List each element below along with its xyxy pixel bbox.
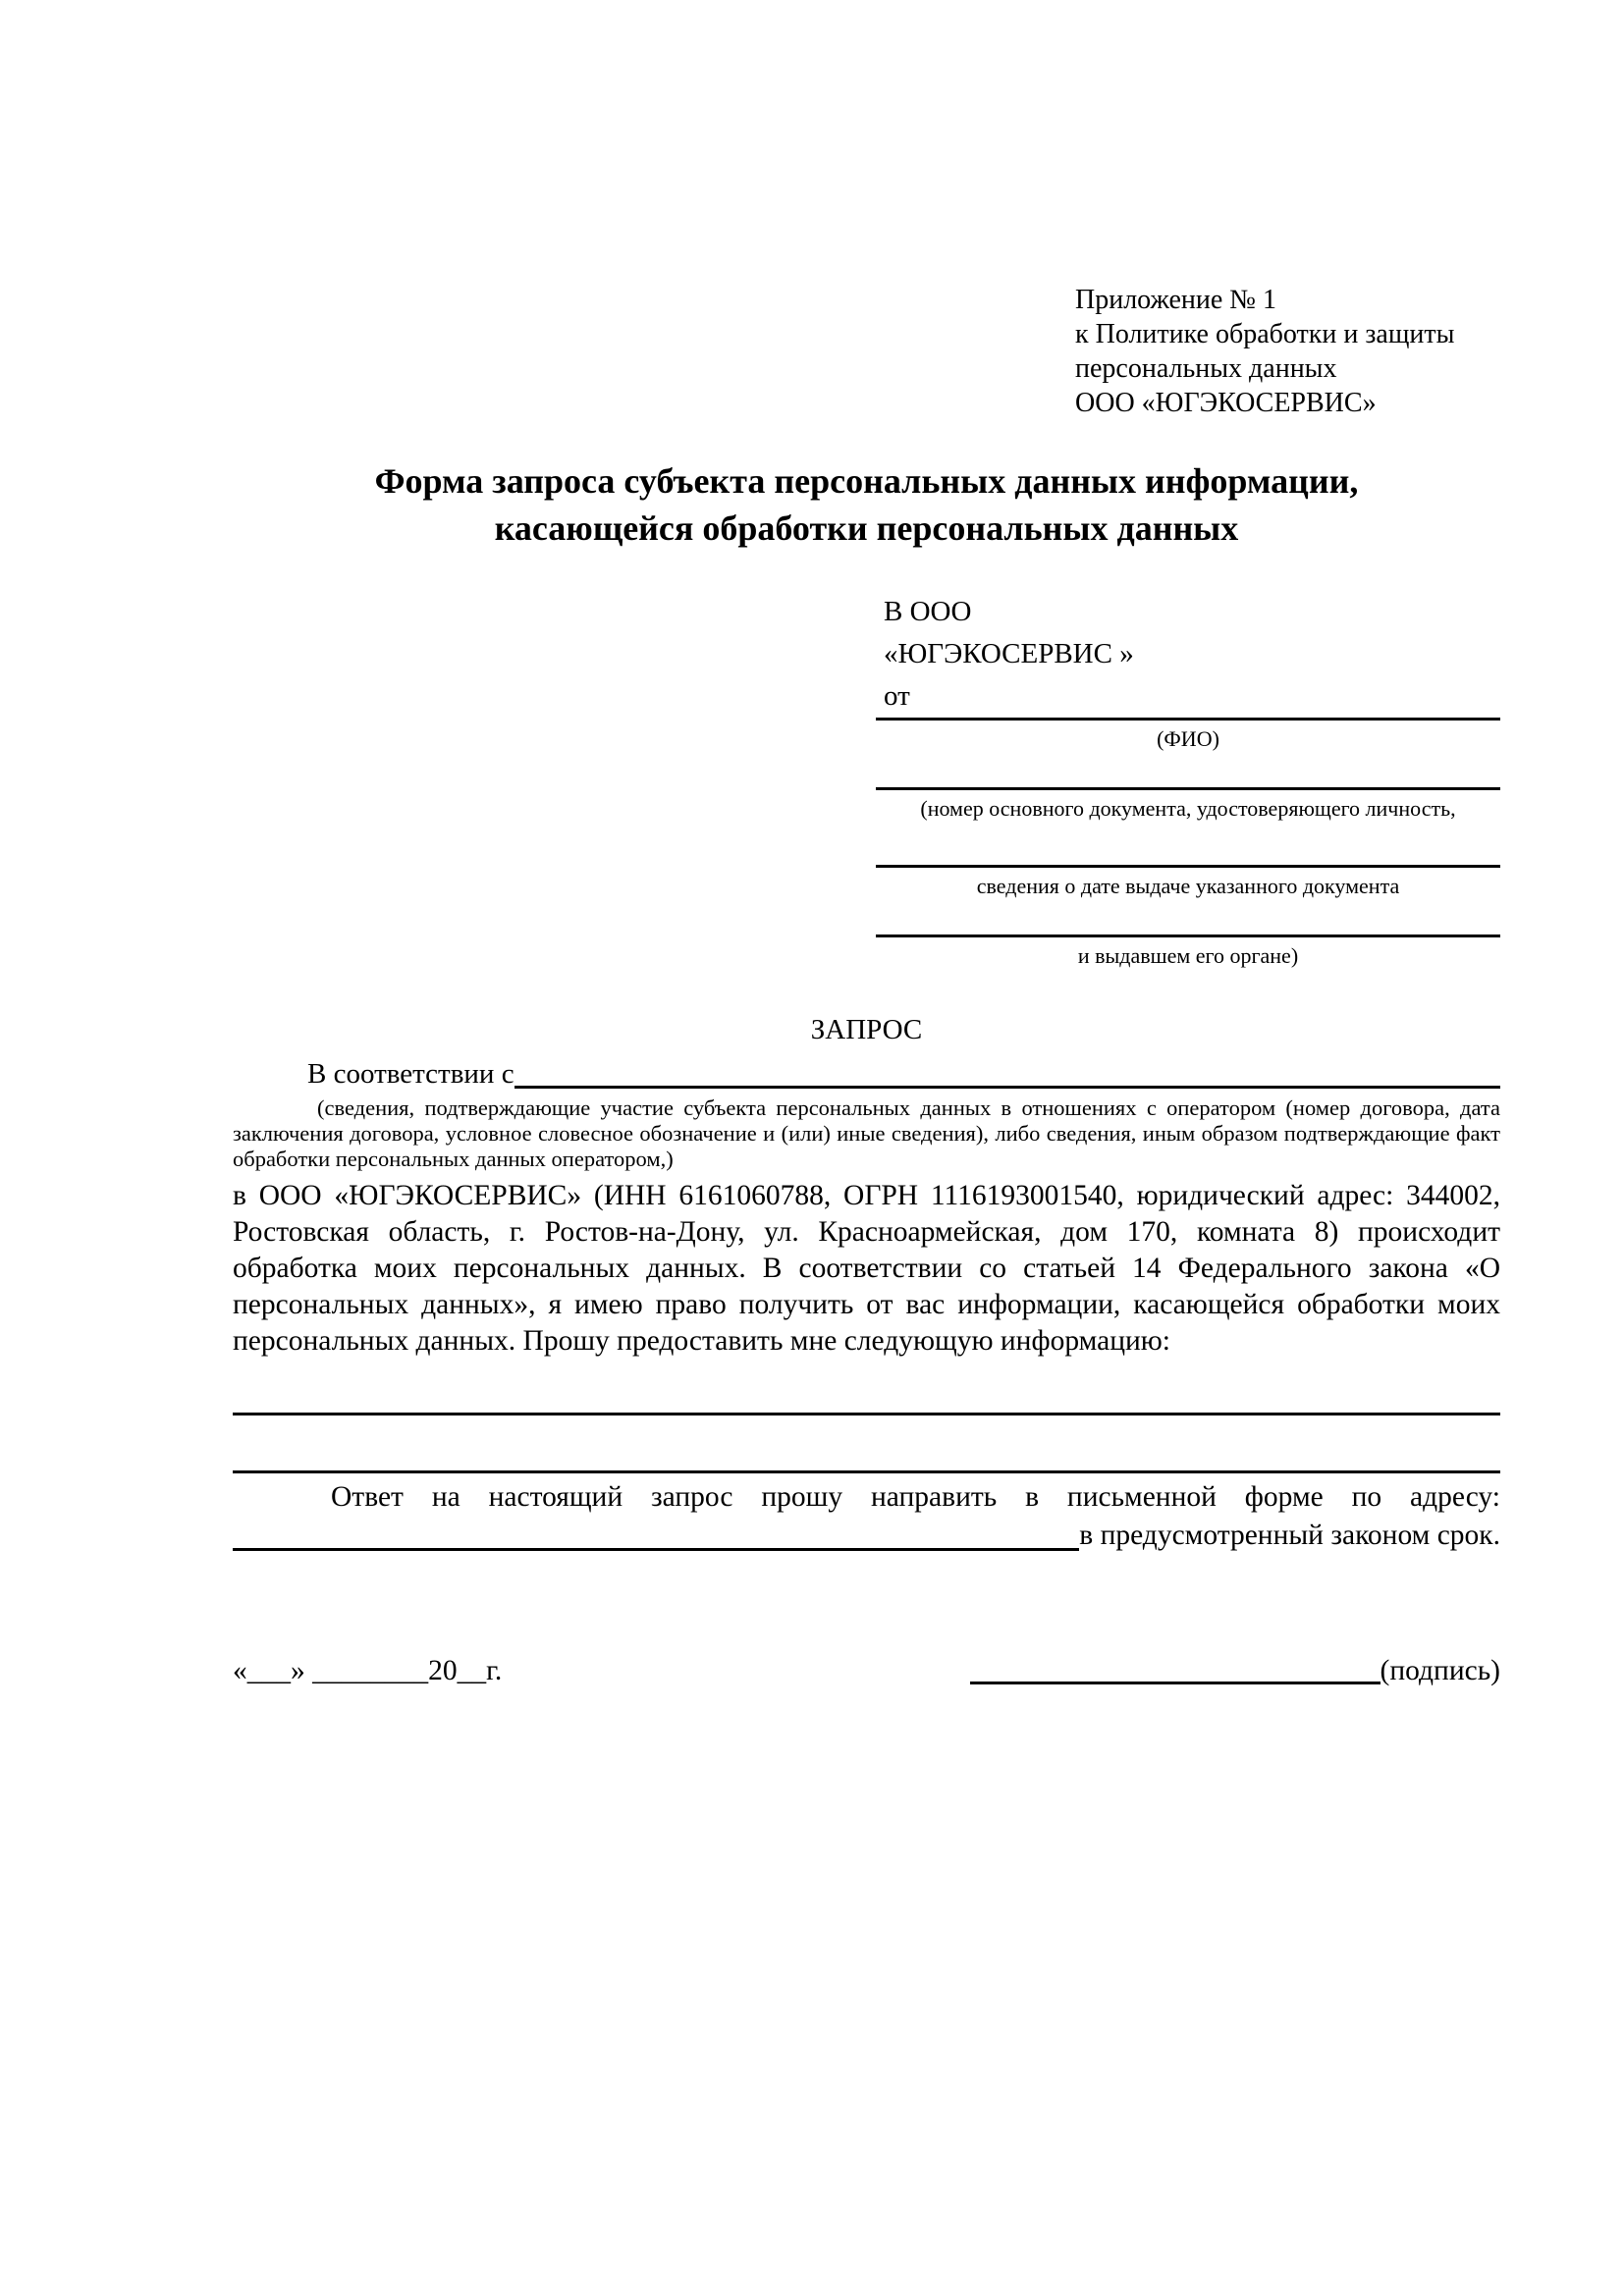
doc-number-field (876, 787, 1500, 822)
basis-input-line[interactable] (514, 1086, 1500, 1089)
fio-input-line[interactable] (876, 718, 1500, 721)
basis-footnote: (сведения, подтверждающие участие субъекта персональных данных в отношениях с оператором (номер договора, дата заключения договора, условное словесное обозначение и (или) иные сведения), либо сведения, иным образом подтверждающие факт обработки персональных данных оператором,) (233, 1095, 1500, 1171)
reply-address-row (233, 1516, 1500, 1555)
form-title-line-1: Форма запроса субъекта персональных данных информации, (374, 461, 1359, 501)
signature-field (970, 1653, 1500, 1689)
date-field[interactable]: «___» ________20__г. (233, 1655, 503, 1686)
doc-number-input-line[interactable] (876, 787, 1500, 790)
doc-issuer-input-line[interactable] (876, 934, 1500, 937)
request-body: в ООО «ЮГЭКОСЕРВИС» (ИНН 6161060788, ОГРН 1116193001540, юридический адрес: 344002, Ростовская область, г. Ростов-на-Дону, ул. Красноармейская, дом 170, комната 8) происходит обработка моих персональных данных. В соответствии со статьей 14 Федерального закона «О персональных данных», я имею право получить от вас информации, касающейся обработки моих персональных данных. Прошу предоставить мне следующую информацию: (233, 1180, 1500, 1357)
appendix-line-3: персональных данных (1075, 353, 1337, 384)
request-heading: ЗАПРОС (810, 1014, 923, 1045)
appendix-line-2: к Политике обработки и защиты (1075, 319, 1455, 349)
doc-issuer-field (876, 934, 1500, 969)
appendix-line-1: Приложение № 1 (1075, 285, 1276, 315)
info-input-line-2[interactable] (233, 1470, 1500, 1473)
signature-input-line[interactable] (970, 1682, 1380, 1684)
reply-text: Ответ на настоящий запрос прошу направить в письменной форме по адресу: (331, 1481, 1500, 1513)
doc-number-caption: (номер основного документа, удостоверяющего личность, (920, 796, 1456, 821)
appendix-header (1075, 283, 1500, 420)
addressee-block (884, 591, 1500, 718)
signature-caption: (подпись) (1380, 1655, 1500, 1686)
reply-tail-text: в предусмотренный законом срок. (1079, 1520, 1500, 1551)
basis-row (233, 1056, 1500, 1093)
doc-issuer-caption: и выдавшем его органе) (1077, 943, 1299, 968)
applicant-fields (876, 718, 1500, 969)
document-content (233, 283, 1500, 1689)
doc-date-caption: сведения о дате выдаче указанного документа (976, 874, 1400, 898)
addressee-org-line-1: В ООО (884, 596, 972, 627)
addressee-from-label: от (884, 680, 910, 712)
signature-row (233, 1653, 1500, 1689)
info-input-line-1[interactable] (233, 1413, 1500, 1415)
fio-field (876, 718, 1500, 752)
addressee-org-line-2: «ЮГЭКОСЕРВИС » (884, 638, 1134, 669)
fio-caption: (ФИО) (1157, 726, 1219, 751)
basis-lead-text: В соответствии с (307, 1058, 514, 1090)
address-input-line[interactable] (233, 1548, 1079, 1551)
form-title-line-2: касающейся обработки персональных данных (494, 508, 1239, 548)
doc-date-field (876, 865, 1500, 899)
appendix-line-4: ООО «ЮГЭКОСЕРВИС» (1075, 388, 1377, 418)
form-title (233, 457, 1500, 552)
doc-date-input-line[interactable] (876, 865, 1500, 868)
